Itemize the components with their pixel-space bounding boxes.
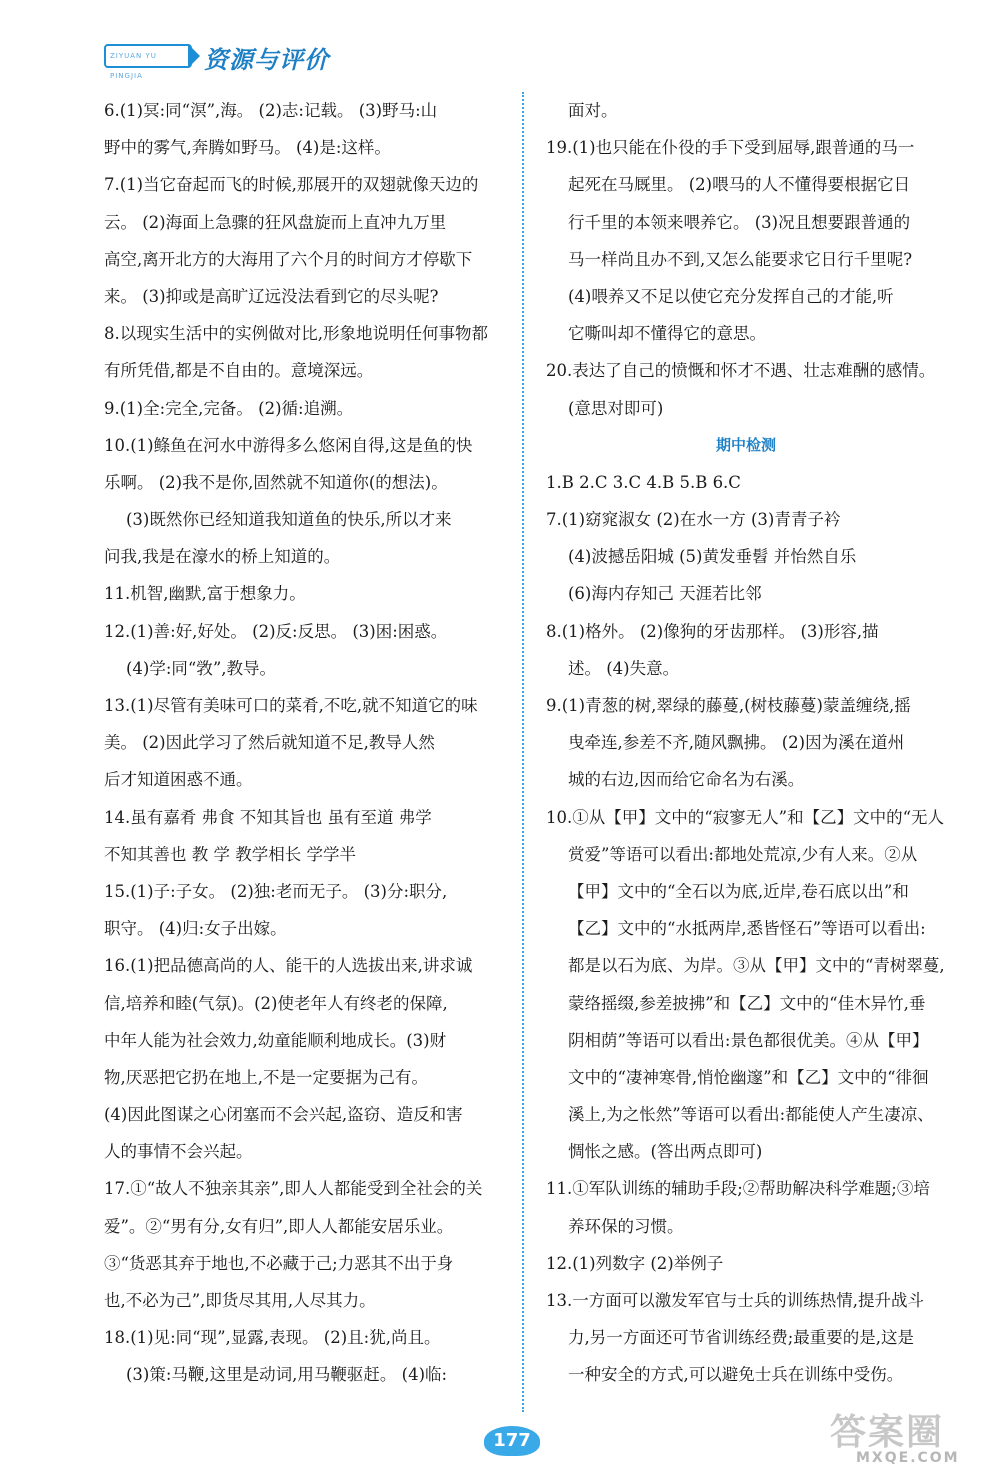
left-column	[104, 92, 502, 1394]
answer-line: 起死在马厩里。 (2)喂马的人不懂得要根据它日	[568, 175, 911, 195]
answer-line: 15.(1)子:子女。 (2)独:老而无子。 (3)分:职分,	[104, 881, 448, 901]
answer-line: 10.①从【甲】文中的“寂寥无人”和【乙】文中的“无人	[546, 807, 945, 827]
answer-line: 马一样尚且办不到,又怎么能要求它日行千里呢?	[568, 249, 913, 269]
answer-line: 16.(1)把品德高尚的人、能干的人选拔出来,讲求诚	[104, 956, 473, 976]
answer-line: 述。 (4)失意。	[568, 658, 680, 678]
answer-line: 6.(1)冥:同“溟”,海。 (2)志:记载。 (3)野马:山	[104, 101, 438, 120]
answer-line: 力,另一方面还可节省训练经费;最重要的是,这是	[568, 1328, 915, 1348]
watermark-logo	[800, 1400, 990, 1470]
answer-line: (4)喂养又不足以使它充分发挥自己的才能,听	[568, 286, 894, 306]
answer-line: 溪上,为之怅然”等语可以看出:都能使人产生凄凉、	[568, 1105, 934, 1125]
answer-line: 9.(1)青葱的树,翠绿的藤蔓,(树枝藤蔓)蒙盖缠绕,摇	[546, 696, 911, 715]
answer-line: 问我,我是在濠水的桥上知道的。	[104, 547, 341, 567]
watermark-top: 答案圈	[830, 1412, 945, 1453]
answer-line: 13.(1)尽管有美味可口的菜肴,不吃,就不知道它的味	[104, 696, 478, 715]
answer-line: 14.虽有嘉肴 弗食 不知其旨也 虽有至道 弗学	[104, 807, 432, 827]
answer-line: 文中的“凄神寒骨,悄怆幽邃”和【乙】文中的“徘徊	[568, 1067, 929, 1087]
right-column	[546, 92, 946, 1394]
answer-line: 蒙络摇缀,参差披拂”和【乙】文中的“佳木异竹,垂	[568, 993, 926, 1013]
answer-line: 曳牵连,参差不齐,随风飘拂。 (2)因为溪在道州	[568, 733, 905, 753]
answer-line: 有所凭借,都是不自由的。意境深远。	[104, 361, 374, 381]
answer-line: 10.(1)鲦鱼在河水中游得多么悠闲自得,这是鱼的快	[104, 435, 473, 455]
answer-line: 它嘶叫却不懂得它的意思。	[568, 324, 766, 344]
answer-line: 来。 (3)抑或是高旷辽远没法看到它的尽头呢?	[104, 286, 439, 306]
answer-line: 13.一方面可以激发军官与士兵的训练热情,提升战斗	[546, 1291, 924, 1310]
answer-line: 阴相荫”等语可以看出:景色都很优美。④从【甲】	[568, 1030, 929, 1050]
answer-line: 19.(1)也只能在仆役的手下受到屈辱,跟普通的马一	[546, 138, 915, 158]
answer-line: 后才知道困惑不通。	[104, 770, 253, 790]
answer-line: 信,培养和睦(气氛)。(2)使老年人有终老的保障,	[104, 993, 448, 1013]
answer-line: 7.(1)窈窕淑女 (2)在水一方 (3)青青子衿	[546, 510, 841, 530]
answer-line: (6)海内存知己 天涯若比邻	[568, 584, 762, 604]
answer-line: 行千里的本领来喂养它。 (3)况且想要跟普通的	[568, 212, 911, 232]
answer-line: 17.①“故人不独亲其亲”,即人人都能受到全社会的关	[104, 1179, 483, 1199]
answer-line: 20.表达了自己的愤慨和怀才不遇、壮志难酬的感情。	[546, 361, 936, 381]
answer-line: 职守。 (4)归:女子出嫁。	[104, 919, 287, 939]
answer-line: 美。 (2)因此学习了然后就知道不足,教导人然	[104, 733, 435, 753]
page-header	[100, 36, 350, 80]
watermark-bottom: MXQE.COM	[856, 1450, 960, 1466]
answer-line: 中年人能为社会效力,幼童能顺利地成长。(3)财	[104, 1030, 447, 1050]
answer-line: (4)学:同“敩”,教导。	[126, 658, 277, 678]
answer-line: 赏爱”等语可以看出:都地处荒凉,少有人来。②从	[568, 844, 918, 864]
answer-line: 惆怅之感。(答出两点即可)	[568, 1142, 763, 1162]
answer-line: (3)策:马鞭,这里是动词,用马鞭驱赶。 (4)临:	[126, 1365, 448, 1385]
answer-line: 【甲】文中的“全石以为底,近岸,卷石底以出”和	[568, 881, 909, 901]
answer-line: (4)因此图谋之心闭塞而不会兴起,盗窃、造反和害	[104, 1105, 463, 1125]
answer-line: ③“货恶其弃于地也,不必藏于己;力恶其不出于身	[104, 1253, 454, 1273]
answer-line: 城的右边,因而给它命名为右溪。	[568, 770, 805, 790]
answer-line: (4)波撼岳阳城 (5)黄发垂髫 并怡然自乐	[568, 547, 857, 567]
answer-line: 乐啊。 (2)我不是你,固然就不知道你(的想法)。	[104, 472, 448, 492]
answer-line: (意思对即可)	[568, 398, 664, 418]
answer-line: 12.(1)列数字 (2)举例子	[546, 1253, 724, 1273]
answer-line: (3)既然你已经知道我知道鱼的快乐,所以才来	[126, 510, 452, 530]
header-title: 资源与评价	[204, 46, 329, 74]
answer-line: 7.(1)当它奋起而飞的时候,那展开的双翅就像天边的	[104, 175, 479, 195]
answer-line: 物,厌恶把它扔在地上,不是一定要据为己有。	[104, 1067, 428, 1087]
answer-line: 也,不必为己”,即货尽其用,人尽其力。	[104, 1291, 376, 1310]
answer-line: 爱”。②“男有分,女有归”,即人人都能安居乐业。	[104, 1216, 454, 1236]
section-title: 期中检测	[715, 435, 776, 454]
answer-line: 人的事情不会兴起。	[104, 1142, 253, 1162]
answer-line: 18.(1)见:同“现”,显露,表现。 (2)且:犹,尚且。	[104, 1328, 441, 1348]
answer-line: 不知其善也 教 学 教学相长 学学半	[104, 844, 356, 864]
column-divider	[522, 92, 524, 1412]
answer-line: 11.机智,幽默,富于想象力。	[104, 584, 306, 604]
answer-line: 都是以石为底、为岸。③从【甲】文中的“青树翠蔓,	[568, 956, 945, 976]
header-bar: ZIYUAN YU PINGJIA	[104, 44, 192, 68]
answer-line: 【乙】文中的“水抵两岸,悉皆怪石”等语可以看出:	[568, 919, 926, 939]
answer-line: 面对。	[568, 101, 618, 120]
page-number: 177	[484, 1426, 540, 1456]
answer-line: 12.(1)善:好,好处。 (2)反:反思。 (3)困:困惑。	[104, 621, 448, 641]
answer-line: 云。 (2)海面上急骤的狂风盘旋而上直冲九万里	[104, 212, 447, 232]
answer-line: 8.(1)格外。 (2)像狗的牙齿那样。 (3)形容,描	[546, 621, 879, 641]
answer-line: 高空,离开北方的大海用了六个月的时间方才停歇下	[104, 249, 473, 269]
answer-line: 8.以现实生活中的实例做对比,形象地说明任何事物都	[104, 324, 488, 344]
header-arrow-icon	[188, 44, 200, 68]
answer-line: 一种安全的方式,可以避免士兵在训练中受伤。	[568, 1365, 904, 1385]
answer-line: 11.①军队训练的辅助手段;②帮助解决科学难题;③培	[546, 1179, 930, 1199]
answer-line: 9.(1)全:完全,完备。 (2)循:追溯。	[104, 398, 354, 418]
answer-line: 1.B 2.C 3.C 4.B 5.B 6.C	[546, 472, 741, 492]
answer-line: 养环保的习惯。	[568, 1216, 684, 1236]
answer-line: 野中的雾气,奔腾如野马。 (4)是:这样。	[104, 138, 391, 158]
